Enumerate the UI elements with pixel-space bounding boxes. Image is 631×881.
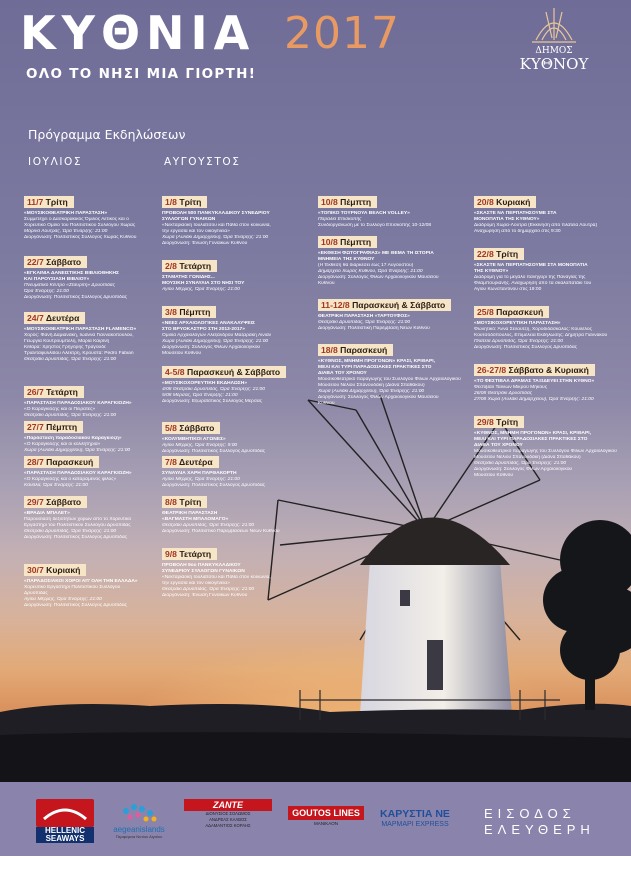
event-detail-line: Διοργάνωση: Πολιτιστικός Σύλλογος Χώρας Κύθνου (24, 235, 137, 240)
event-day: Τρίτη (179, 197, 202, 207)
event-day: Παρασκευή (46, 457, 94, 467)
event-item (162, 300, 308, 357)
sponsor-hellenic-seaways (36, 799, 94, 843)
event-date: 25/8 (477, 307, 494, 317)
entry-line-2: ΕΛΕΥΘΕΡΗ (484, 822, 595, 837)
event-date-header (162, 196, 207, 208)
event-detail-line: Θεατράκι Δρυοπίδας, Ώρα Έναρξης: 21:00 (24, 529, 117, 534)
event-date-header (474, 364, 595, 376)
event-item (318, 293, 470, 332)
event-detail-line: Διοργάνωση: Πολιτιστικός Σύλλογος Δρυοπίδας (162, 449, 266, 454)
event-date: 24/7 (27, 313, 44, 323)
hellenic-line-1: HELLENIC (36, 827, 94, 835)
event-detail-line: Γεωργία Κουτρουμπέλη, Μαρία Καιρίνη (24, 339, 110, 344)
event-day: Παρασκευή & Σάββατο (352, 300, 446, 310)
event-day: Τρίτη (496, 417, 519, 427)
municipality-name (496, 46, 612, 72)
event-item (162, 360, 308, 405)
event-day: Παρασκευή & Σάββατο (186, 367, 281, 377)
event-detail-line: «ΜΟΥΣΙΚΟΘΕΑΤΡΙΚΗ ΠΑΡΑΣΤΑΣΗ» (24, 211, 108, 216)
event-item (24, 306, 154, 363)
event-detail-line: Διοργάνωση: Πολιτιστικός Σύλλογος Δρυοπίδας (24, 535, 128, 540)
event-date-header (318, 196, 377, 208)
event-detail-line: 27/08 Χώρα (Αυλάκι Δημαρχείου), Ώρα Έναρξης: 21:00 (474, 397, 594, 402)
event-detail-line: «ΜΟΥΣΙΚΟΧΟΡΕΥΤΙΚΗ ΕΚΔΗΛΩΣΗ» (162, 381, 247, 386)
event-date: 22/7 (27, 257, 44, 267)
event-detail-line: Διαδρομή για το μεγάλο πανηγύρι της Παναγίας της (474, 275, 586, 280)
event-item (162, 190, 308, 247)
event-day: Τρίτη (496, 249, 519, 259)
event-detail-line: Χώρα (Αυλάκι Δημαρχείου), Ώρα Έναρξης: 21:00 (24, 448, 131, 453)
event-date: 18/8 (321, 345, 338, 355)
event-detail-line: Αγίου Κωνσταντίνου στις 19:00 (474, 287, 542, 292)
event-detail-line: «ΚΟΛΥΜΒΗΤΙΚΟΙ ΑΓΩΝΕΣ» (162, 437, 226, 442)
event-item (162, 450, 308, 489)
event-detail-line: «Νεκτάριαοκη Ιουλιάτσου και Πάθα στον κοινωνία, (162, 223, 271, 228)
event-detail-line: Χορευτικό Ομίλο του Πολιτιστικού Συλλόγου Χώρας (24, 223, 136, 228)
event-detail-line: Θεατράκι Δρυοπίδας, Ώρα Έναρξης: 21:00 (24, 413, 117, 418)
event-detail-line: 5/08 Μέρσας, Ώρα Έναρξης: 21:00 (162, 393, 238, 398)
event-detail-line: Αγίου Μέρμης, Ώρα Έναρξης: 21:00 (24, 597, 102, 602)
event-detail-line: Διοργάνωση: Ένωση Γυναικών Κύθνου (162, 593, 248, 598)
event-detail-line: Διοργάνωση: Πολιτιστικός Σύλλογος Δρυοπίδας (24, 603, 128, 608)
sponsor-karystia (376, 808, 454, 852)
event-detail-line: «ΒΡΑΔΙΑ ΜΠΑΛΕΤ» (24, 511, 70, 516)
event-date-header (162, 366, 286, 378)
event-item (24, 380, 154, 419)
event-detail-line: (Η Έκθεση θα διαρκέσει έως 17 Αυγούστου) (318, 263, 414, 268)
event-detail-line: ΜΕΛΙ ΚΑΙ ΤΥΡΙ ΠΑΡΑΔΟΣΙΑΚΕΣ ΠΡΑΚΤΙΚΕΣ ΣΤΟ (474, 437, 588, 442)
event-detail-line: «ΠΑΡΑΣΤΑΣΗ ΠΑΡΑΔΟΣΙΑΚΟΥ ΚΑΡΑΓΚΙΟΖΗ» (24, 401, 132, 406)
event-date-header (162, 260, 217, 272)
event-detail-line: Θεατράκι Δρυοπίδας, Ώρα Έναρξης: 21:00 (474, 461, 567, 466)
event-item (474, 410, 624, 479)
festival-subtitle: ΟΛΟ ΤΟ ΝΗΣΙ ΜΙΑ ΓΙΟΡΤΗ! (26, 66, 257, 82)
event-detail-line: Χώρα (Αυλάκι Δημαρχείου), Ώρα Έναρξης: 21:00 (318, 389, 425, 394)
event-day: Παρασκευή (496, 307, 544, 317)
event-detail-line: Φλαμπουριανής. Αναχώρηση από τα σκαλοπατάκι του (474, 281, 592, 286)
event-detail-line: την εργασία και τον οικογένεια» (162, 581, 230, 586)
event-date: 28/7 (27, 457, 44, 467)
zante-line-2: ΔΙΟΝΥΣΙΟΣ ΣΟΛΩΜΟΣ (205, 811, 251, 816)
event-detail-line: Διαδρομή Χώρα-Λουτρά (Εκκίνηση από πλατεία Λουτρά) (474, 223, 598, 228)
event-detail-line: ΔΙΑΒΑ ΤΟΥ ΧΡΟΝΟΥ (474, 443, 523, 448)
event-date: 9/8 (165, 549, 177, 559)
event-date: 7/8 (165, 457, 177, 467)
event-date-header (24, 564, 86, 576)
event-date: 11/7 (27, 197, 44, 207)
event-detail-line: Αναχώρηση από το δημαρχείο στις 9:30 (474, 229, 561, 234)
event-day: Τετάρτη (179, 261, 212, 271)
sponsor-zante-ferries (184, 799, 272, 843)
event-item (24, 558, 154, 609)
aegean-islands-logo (106, 799, 172, 825)
event-detail-line: 4/08 Θεατράκι Δρυοπίδας, Ώρα Έναρξης: 21:00 (162, 387, 266, 392)
event-day: Κυριακή (46, 565, 81, 575)
event-detail-line: Κιθάρα: Χρήστος Γρηγόρης Τραγούδι: (24, 345, 107, 350)
event-detail-line: «ΠΑΡΑΣΤΑΣΗ ΠΑΡΑΔΟΣΙΑΚΟΥ ΚΑΡΑΓΚΙΟΖΗ» (24, 471, 132, 476)
event-date-header (24, 196, 74, 208)
event-item (474, 300, 624, 351)
entry-line-1: ΕΙΣΟΔΟΣ (484, 806, 576, 821)
event-detail-line: Χώρα (Αυλάκι Δημαρχείου), Ώρα Έναρξης: 21:00 (162, 235, 269, 240)
event-detail-line: Τριανταφυλλίδου Αλέκτρη, Κρουστά: Pedro Fabian (24, 351, 134, 356)
event-detail-line: «ΣΚΑΣΤΕ ΝΑ ΠΕΡΠΑΤΗΣΟΥΜΕ ΣΤΑ (474, 211, 557, 216)
event-date: 10/8 (321, 237, 338, 247)
event-detail-line: Κανάλα, Ώρα Έναρξης: 21:00 (24, 483, 88, 488)
event-item (318, 190, 470, 229)
event-detail-line: Μουσείου Κύθνου (162, 351, 202, 356)
event-detail-line: ΘΕΑΤΡΙΚΗ ΠΑΡΑΣΤΑΣΗ «ΤΑΡΤΟΥΦΟΣ» (318, 314, 410, 319)
event-detail-line: «ΜΟΥΣΙΚΟΘΕΑΤΡΙΚΗ ΠΑΡΑΣΤΑΣΗ FLAMENCO» (24, 327, 137, 332)
event-detail-line: Πνευματικό Κέντρο «Σταυρίτη» Δρυοπίδας (24, 283, 115, 288)
event-date: 27/7 (27, 422, 44, 432)
event-day: Σάββατο (179, 423, 215, 433)
event-detail-line: Κουτσόδόπουλος, Επιμέλεια Εκδήλωσης: Δήμητρα Γιαννακού (474, 333, 608, 338)
event-item (24, 490, 154, 541)
event-detail-line: Διοργάνωση: Πολιτιστικός Σύλλογος Δρυοπίδας (162, 483, 266, 488)
event-item (162, 490, 308, 535)
event-date: 5/8 (165, 423, 177, 433)
event-detail-line: Μαρίνα Λουτράς, Ώρα Έναρξης: 21:00 (24, 229, 108, 234)
event-detail-line: Διοργάνωση: Σύλλογος Φίλων Αρχαιολογικού (162, 345, 261, 350)
event-detail-line: Χορευτικό Εργαστήρι Πολιτιστικού Συλλόγου (24, 585, 121, 590)
event-detail-line: «ΠΑΡΑΔΟΣΙΑΚΟΙ ΧΟΡΟΙ ΑΠ' ΟΛΗ ΤΗΝ ΕΛΛΑΔΑ» (24, 579, 138, 584)
program-title: Πρόγραμμα Εκδηλώσεων (28, 127, 186, 142)
event-detail-line: Ώρα Έναρξης: 21:00 (24, 289, 69, 294)
event-detail-line: Παρουσίαση δεξιοτήτων χορών από το Χορευτικό (24, 517, 132, 522)
event-detail-line: ΣΥΝΑΥΛΙΑ ΧΑΡΗ ΠΑΡΘΑΚΟΡΤΗ (162, 471, 237, 476)
event-detail-line: Θεατράκι Δρυοπίδας, Ώρα Έναρξης: 21:00 (162, 587, 255, 592)
event-detail-line: Φεστιβάλ Ταινιών Μικρού Μήκους (474, 385, 548, 390)
event-detail-line: ΠΡΟΒΟΛΗ 9ου ΠΑΝΚΥΚΛΑΔΙΚΟΥ (162, 563, 241, 568)
month-july: ΙΟΥΛΙΟΣ (28, 156, 83, 168)
event-item (24, 190, 154, 241)
event-detail-line: «Ο Καραγκιόζης και οι κολλητήρια» (24, 442, 101, 447)
event-detail-line: Διοργάνωση: Σύλλογος Φίλων Αρχαιολογικού Μουσείου (318, 395, 439, 400)
event-date-header (318, 344, 393, 356)
event-detail-line: Διοργάνωση: Πολιτιστικός Σύλλογος Δρυοπίδας (24, 295, 128, 300)
hellenic-seaways-logo (36, 799, 94, 827)
event-detail-line: ΣΥΛΛΟΓΩΝ ΓΥΝΑΙΚΩΝ (162, 217, 216, 222)
event-date-header (24, 421, 83, 433)
event-date-header (474, 248, 524, 260)
event-detail-line: Μουσικοθεατρικό παραγωγής του Συλλόγου Φίλων Αρχαιολογικού (318, 377, 461, 382)
event-detail-line: ΠΡΟΒΟΛΗ 500 ΠΑΝΚΥΚΛΑΔΙΚΟΥ ΣΥΝΕΔΡΙΟΥ (162, 211, 270, 216)
event-detail-line: Διοργάνωση: Σύλλογος Φίλων Αρχαιολογικού Μουσείου (318, 275, 439, 280)
ground (0, 732, 631, 782)
event-detail-line: Συνδιοργάνωση με το Σύλλογο Επισκοπής 10-12/08 (318, 223, 432, 228)
event-item (318, 338, 470, 407)
event-detail-line: «Ο Καραγκιόζης και ο καταραμένος φίλος» (24, 477, 117, 482)
goutos-line-2: ΜΑΝΙΚΑΟΝ (314, 821, 338, 826)
event-date-header (24, 312, 85, 324)
event-date-header (24, 496, 87, 508)
event-date: 8/8 (165, 497, 177, 507)
event-date-header (474, 306, 549, 318)
event-detail-line: Φωνητικό: Άννα Σέλουτζη, Χοροδιδάσκαλος: Κουλέλος (474, 327, 592, 332)
event-item (162, 542, 308, 599)
event-detail-line: «ΤΟΠΙΚΟ ΤΟΥΡΝΟΥΑ BEACH VOLLEY» (318, 211, 410, 216)
event-detail-line: «Ο Καραγκιόζης και οι Πειρατές» (24, 407, 96, 412)
event-day: Σάββατο (46, 497, 82, 507)
event-detail-line: «Παράσταση παραδοσιακού Καραγκιόζη» (24, 436, 122, 441)
event-detail-line: Παραλία Επισκοπής (318, 217, 362, 222)
bottom-margin (0, 856, 631, 881)
event-detail-line: ΜΕΛΙ ΚΑΙ ΤΥΡΙ ΠΑΡΑΔΟΣΙΑΚΕΣ ΠΡΑΚΤΙΚΕΣ ΣΤΟ (318, 365, 432, 370)
event-date: 20/8 (477, 197, 494, 207)
festival-title: ΚΥΘΝΙΑ (20, 6, 256, 60)
helmet-icon (496, 2, 612, 46)
event-detail-line: Δημαρχείο Χώρας Κύθνου, Ώρα Έναρξης: 21:00 (318, 269, 423, 274)
event-day: Σάββατο & Κυριακή (508, 365, 589, 375)
event-detail-line: ΚΑΙ ΠΑΡΟΥΣΙΑΣΗ ΒΙΒΛΙΟΥ» (24, 277, 90, 282)
event-detail-line: «ΚΥΘΝΟΣ, ΜΝΗΜΗ ΠΡΟΓΟΝΩΝ» ΚΡΑΣΙ, ΚΡΙΘΑΡΙ, (318, 359, 435, 364)
event-date: 29/7 (27, 497, 44, 507)
event-detail-line: Θεατράκι Δρυοπίδας, Ώρα Έναρξης: 21:00 (318, 320, 411, 325)
event-day: Πέμπτη (179, 307, 211, 317)
event-date-header (162, 456, 219, 468)
event-detail-line: «ΕΚΘΕΣΗ ΦΩΤΟΓΡΑΦΙΑΣ» ΜΕ ΘΕΜΑ ΤΗ ΙΣΤΟΡΙΑ (318, 251, 434, 256)
event-detail-line: Μουσείου Νέλιου Σπανουδάκη (Διάνα Σπαθάκου) (474, 455, 581, 460)
event-item (474, 358, 624, 403)
event-date-header (162, 548, 217, 560)
event-day: Τετάρτη (46, 387, 78, 397)
event-date: 10/8 (321, 197, 338, 207)
goutos-line-1: GOUTOS LINES (288, 806, 364, 820)
sponsor-aegean-islands (106, 799, 172, 843)
zante-line-1: ZANTE (184, 799, 272, 811)
event-detail-line: «ΣΚΑΣΤΕ ΝΑ ΠΕΡΠΑΤΗΣΟΥΜΕ ΣΤΑ ΜΟΝΟΠΑΤΙΑ (474, 263, 588, 268)
event-date: 2/8 (165, 261, 177, 271)
event-date-header (318, 299, 451, 311)
event-detail-line: Χορός: Φανή Δαμιανάκη, Ιωάννα Γιαννακοπούλου, (24, 333, 134, 338)
event-day: Δευτέρα (179, 457, 213, 467)
event-day: Κυριακή (496, 197, 531, 207)
hellenic-line-2: SEAWAYS (36, 835, 94, 843)
event-detail-line: Αγίου Μέρμης, Ώρα Έναρξης: 21:00 (162, 477, 240, 482)
event-detail-line: ΜΟΥΣΙΚΗ ΣΥΝΑΥΛΙΑ ΣΤΟ ΝΗΣΙ ΤΟΥ (162, 281, 245, 286)
event-detail-line: ΤΗΣ ΚΥΘΝΟΥ» (474, 269, 509, 274)
event-day: Τρίτη (45, 197, 68, 207)
event-day: Σάββατο (46, 257, 82, 267)
event-detail-line: Θεατράκι Δρυοπίδας, Ώρα Έναρξης: 21:00 (162, 523, 255, 528)
windmill-window (400, 590, 410, 606)
event-item (474, 242, 624, 293)
event-detail-line: ΘΕΑΤΡΙΚΗ ΠΑΡΑΣΤΑΣΗ (162, 511, 218, 516)
zante-line-3: ΑΝΔΡΕΑΣ ΚΑΛΒΟΣ (209, 817, 247, 822)
event-date: 29/8 (477, 417, 494, 427)
municipality-logo (496, 2, 612, 72)
event-day: Πέμπτη (340, 237, 372, 247)
logo-line-1: ΔΗΜΟΣ (535, 46, 573, 56)
event-date-header (162, 496, 207, 508)
event-date-header (24, 386, 84, 398)
festival-year: 2017 (284, 8, 400, 59)
event-date: 4-5/8 (165, 367, 185, 377)
aegean-line-2: Περιφέρεια Νοτίου Αιγαίου (115, 834, 163, 839)
event-detail-line: Ομιλία Αρχαιολόγων Αλεξάνδρου Μαζαράκη Αινιάν (162, 333, 272, 338)
event-detail-line: ΣΥΝΕΔΡΙΟΥ ΣΥΛΛΟΓΩΝ ΓΥΝΑΙΚΩΝ (162, 569, 245, 574)
event-item (474, 190, 624, 235)
event-date: 22/8 (477, 249, 494, 259)
aegean-line-1: aegeanislands (113, 825, 165, 834)
event-detail-line: Αγίου Μέρμης, Ώρα Έναρξης: 9:00 (162, 443, 238, 448)
event-detail-line: ΜΟΝΟΠΑΤΙΑ ΤΗΣ ΚΥΘΝΟΥ» (474, 217, 540, 222)
event-day: Παρασκευή (340, 345, 388, 355)
event-date: 30/7 (27, 565, 44, 575)
event-detail-line: «Νεκτάριαοκη Ιουλιάτσου και Πάθα στον κοινωνία, (162, 575, 271, 580)
zante-line-4: ΑΔΑΜΑΝΤΙΟΣ ΚΟΡΑΗΣ (205, 823, 251, 828)
event-detail-line: Διοργάνωση: Εξωραϊστικός Σύλλογος Μέρσας (162, 399, 263, 404)
event-detail-line: «ΤΟ ΦΕΣΤΙΒΑΛ ΔΡΑΜΑΣ ΤΑΞΙΔΕΥΕΙ ΣΤΗΝ ΚΥΘΝΟ» (474, 379, 595, 384)
event-detail-line: «ΚΥΘΝΟΣ, ΜΝΗΜΗ ΠΡΟΓΟΝΩΝ» ΚΡΑΣΙ, ΚΡΙΘΑΡΙ, (474, 431, 591, 436)
event-date-header (318, 236, 377, 248)
event-item (24, 250, 154, 301)
karystia-line-1: ΚΑΡΥΣΤΙΑ ΝΕ (380, 808, 450, 820)
event-date-header (162, 422, 220, 434)
event-detail-line: Πλατεία Δρυοπίδας, Ώρα Έναρξης: 21:00 (474, 339, 563, 344)
event-day: Δευτέρα (45, 313, 80, 323)
event-detail-line: ΣΤΟ ΒΡΥΟΚΑΣΤΡΟ ΣΤΗ 2013-2017» (162, 327, 246, 332)
karystia-line-2: ΜΑΡΜΑΡΙ EXPRESS (381, 821, 449, 828)
event-detail-line: «ΒΑΓΜΑΣΤΗ ΜΠΑΛΟΜΑΓΟ» (162, 517, 229, 522)
event-detail-line: Μουσικοθεατρικό παραγωγής του Συλλόγου Φίλων Αρχαιολογικού (474, 449, 617, 454)
event-detail-line: Διοργάνωση: Πολιτιστικός Σύλλογος Δρυοπίδας (474, 345, 578, 350)
event-day: Τετάρτη (179, 549, 212, 559)
windmill-tower (360, 560, 512, 715)
event-detail-line: «ΜΟΥΣΙΚΟΧΟΡΕΥΤΙΚΗ ΠΑΡΑΣΤΑΣΗ» (474, 321, 561, 326)
event-day: Πέμπτη (46, 422, 78, 432)
event-day: Τρίτη (179, 497, 202, 507)
event-date: 26/7 (27, 387, 44, 397)
event-detail-line: «ΕΓΚΑΙΝΙΑ ΔΑΝΕΙΣΤΙΚΗΣ ΒΙΒΛΙΟΘΗΚΗΣ (24, 271, 119, 276)
event-detail-line: Συμμετέχει ο Δασκαρακικός Όμιλος Αετικός και ο (24, 217, 129, 222)
logo-line-2: ΚΥΘΝΟΥ (519, 55, 589, 73)
event-detail-line: Χώρα (Αυλάκι Δημαρχείου), Ώρα Έναρξης: 21:00 (162, 339, 269, 344)
event-date-header (24, 256, 87, 268)
event-detail-line: Διοργάνωση: Ένωση Γυναικών Κύθνου (162, 241, 248, 246)
event-detail-line: Δρυοπίδας (24, 591, 48, 596)
event-date: 3/8 (165, 307, 177, 317)
event-detail-line: Διοργάνωση: Σύλλογος Φίλων Αρχαιολογικού (474, 467, 573, 472)
month-august: ΑΥΓΟΥΣΤΟΣ (164, 156, 241, 168)
event-detail-line: Κύθνου (318, 401, 335, 406)
event-detail-line: Κύθνου (318, 281, 335, 286)
event-detail-line: Διοργάνωση: Πολιτιστική Παρέμβαση Νέων Κύθνου (318, 326, 430, 331)
event-detail-line: 26/08 Θεατράκι Δρυοπίδας (474, 391, 533, 396)
free-entry-note (484, 806, 604, 850)
event-date: 11-12/8 (321, 300, 350, 310)
event-date-header (474, 416, 524, 428)
event-date: 1/8 (165, 197, 177, 207)
event-item (24, 415, 154, 454)
event-detail-line: «ΝΕΕΣ ΑΡΧΑΙΟΛΟΓΙΚΕΣ ΑΝΑΚΑΛΥΨΕΙΣ (162, 321, 255, 326)
event-day: Πέμπτη (340, 197, 372, 207)
event-item (318, 230, 470, 287)
event-detail-line: Μουσείου Κύθνου (474, 473, 514, 478)
sponsor-goutos-lines (288, 806, 364, 850)
event-date: 26-27/8 (477, 365, 507, 375)
event-detail-line: την εργασία και τον οικογένεια» (162, 229, 230, 234)
event-item (162, 254, 308, 293)
event-detail-line: ΣΤΑΜΑΤΗΣ ΓΩΝΙΔΗΣ... (162, 275, 215, 280)
event-detail-line: Θεατράκι Δρυοπίδας, Ώρα Έναρξης: 21:00 (24, 357, 117, 362)
event-date-header (162, 306, 216, 318)
event-detail-line: Αγίου Μέρμης, Ώρα Έναρξης: 21:00 (162, 287, 240, 292)
event-detail-line: ΔΙΑΒΑ ΤΟΥ ΧΡΟΝΟΥ (318, 371, 367, 376)
event-item (24, 450, 154, 489)
event-date-header (24, 456, 99, 468)
event-date-header (474, 196, 536, 208)
event-detail-line: Εργαστήρι του Πολιτιστικού Συλλόγου Δρυοπίδας (24, 523, 131, 528)
event-detail-line: Διοργάνωση: Πολιτιστικό Παρεμβάσεων Νέων Κύθνου (162, 529, 280, 534)
windmill-door (427, 640, 443, 690)
event-detail-line: Μουσείου Νέλιου Σπανουδάκη (Διάνα Σπαθάκου) (318, 383, 425, 388)
event-detail-line: ΜΝΗΜΕΙΑ ΤΗΣ ΚΥΘΝΟΥ (318, 257, 375, 262)
